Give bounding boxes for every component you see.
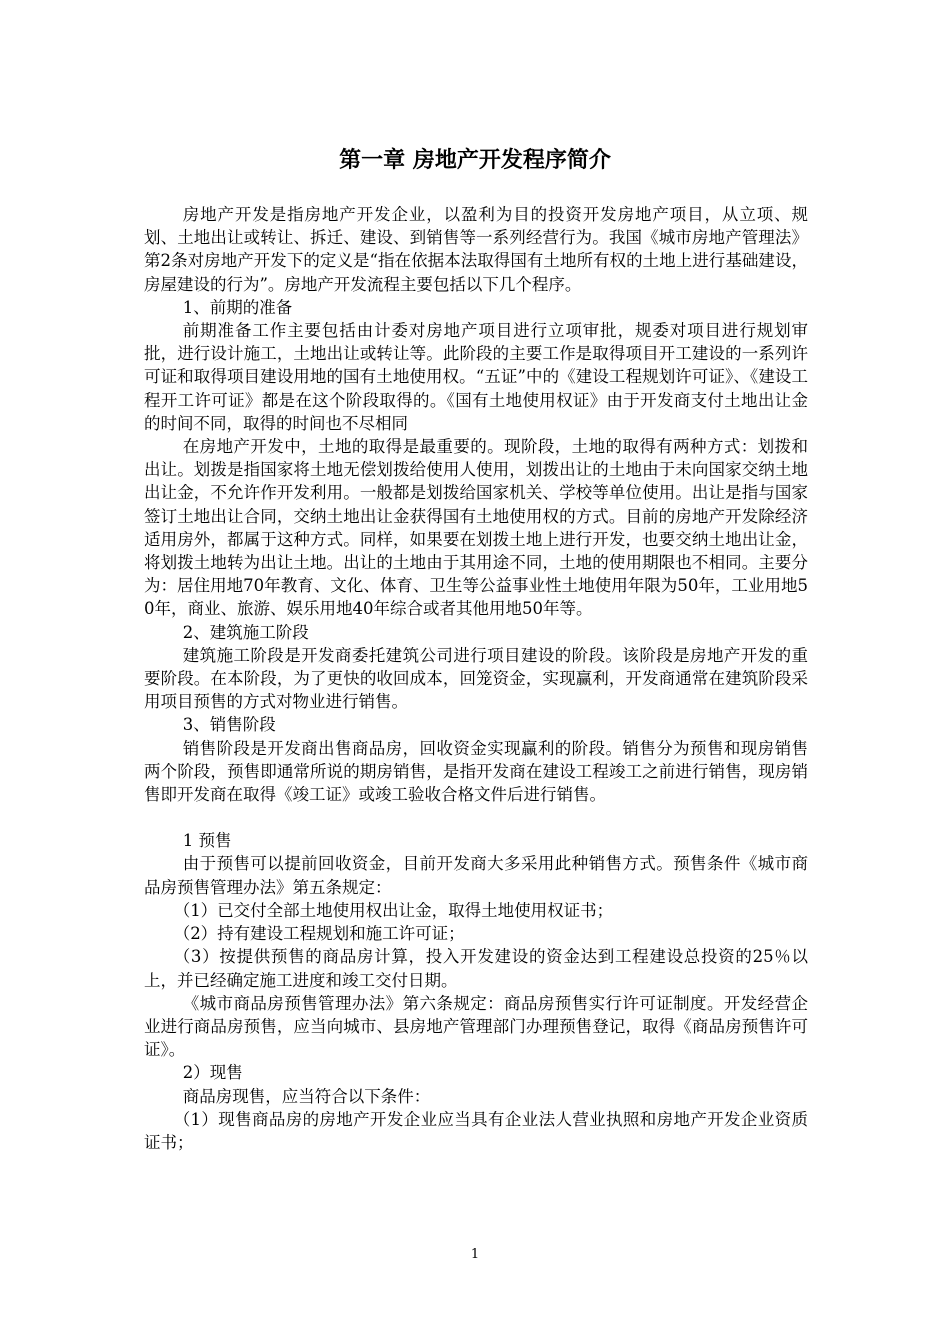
sales-paragraph: 销售阶段是开发商出售商品房，回收资金实现赢利的阶段。销售分为预售和现房销售两个阶段，预售即通常所说的期房销售，是指开发商在建设工程竣工之前进行销售，现房销售即开发商在取得《竣工证》或竣工验收合格文件后进行销售。 — [144, 738, 808, 805]
current-sale-condition-1: （1）现售商品房的房地产开发企业应当具有企业法人营业执照和房地产开发企业资质证书； — [144, 1109, 808, 1152]
section-heading-sales: 3、销售阶段 — [182, 715, 276, 735]
section-heading-construction: 2、建筑施工阶段 — [182, 622, 309, 642]
chapter-title: 第一章 房地产开发程序简介 — [339, 148, 611, 173]
current-sale-intro: 商品房现售，应当符合以下条件： — [182, 1086, 431, 1106]
page-number: 1 — [470, 1247, 480, 1262]
document-body — [144, 203, 808, 1154]
intro-paragraph: 房地产开发是指房地产开发企业，以盈利为目的投资开发房地产项目，从立项、规划、土地出让或转让、拆迁、建设、到销售等一系列经营行为。我国《城市房地产管理法》第2条对房地产开发下的定义是“指在依据本法取得国有土地所有权的土地上进行基础建设，房屋建设的行为”。房地产开发流程主要包括以下几个程序。 — [144, 205, 808, 294]
construction-paragraph: 建筑施工阶段是开发商委托建筑公司进行项目建设的阶段。该阶段是房地产开发的重要阶段。在本阶段，为了更快的收回成本，回笼资金，实现赢利，开发商通常在建筑阶段采用项目预售的方式对物业进行销售。 — [144, 645, 808, 712]
land-acquisition-paragraph: 在房地产开发中，土地的取得是最重要的。现阶段，土地的取得有两种方式：划拨和出让。划拨是指国家将土地无偿划拨给使用人使用，划拨出让的土地由于未向国家交纳土地出让金，不允许作开发利用。一般都是划拨给国家机关、学校等单位使用。出让是指与国家签订土地出让合同，交纳土地出让金获得国有土地使用权的方式。目前的房地产开发除经济适用房外，都属于这种方式。同样，如果要在划拨土地上进行开发，也要交纳土地出让金，将划拨土地转为出让土地。出让的土地由于其用途不同，土地的使用期限也不相同。主要分为：居住用地70年教育、文化、体育、卫生等公益事业性土地使用年限为50年，工业用地50年，商业、旅游、娱乐用地40年综合或者其他用地50年等。 — [144, 437, 808, 619]
preparation-paragraph: 前期准备工作主要包括由计委对房地产项目进行立项审批，规委对项目进行规划审批，进行设计施工，土地出让或转让等。此阶段的主要工作是取得项目开工建设的一系列许可证和取得项目建设用地的国有土地使用权。“五证”中的《建设工程规划许可证》、《建设工程开工许可证》都是在这个阶段取得的。《国有土地使用权证》由于开发商支付土地出让金的时间不同，取得的时间也不尽相同 — [144, 321, 808, 433]
presale-license-paragraph: 《城市商品房预售管理办法》第六条规定：商品房预售实行许可证制度。开发经营企业进行商品房预售，应当向城市、县房地产管理部门办理预售登记，取得《商品房预售许可证》。 — [144, 993, 808, 1060]
section-heading-preparation: 1、前期的准备 — [182, 297, 293, 317]
presale-condition-2: （2）持有建设工程规划和施工许可证； — [173, 924, 465, 944]
subheading-presale: 1 预售 — [182, 831, 232, 851]
presale-condition-1: （1）已交付全部土地使用权出让金，取得土地使用权证书； — [173, 900, 614, 920]
blank-line — [144, 806, 808, 829]
presale-paragraph: 由于预售可以提前回收资金，目前开发商大多采用此种销售方式。预售条件《城市商品房预售管理办法》第五条规定： — [144, 854, 808, 897]
presale-condition-3: （3）按提供预售的商品房计算，投入开发建设的资金达到工程建设总投资的25％以上，并已经确定施工进度和竣工交付日期。 — [144, 947, 808, 990]
subheading-current-sale: 2）现售 — [182, 1063, 243, 1083]
